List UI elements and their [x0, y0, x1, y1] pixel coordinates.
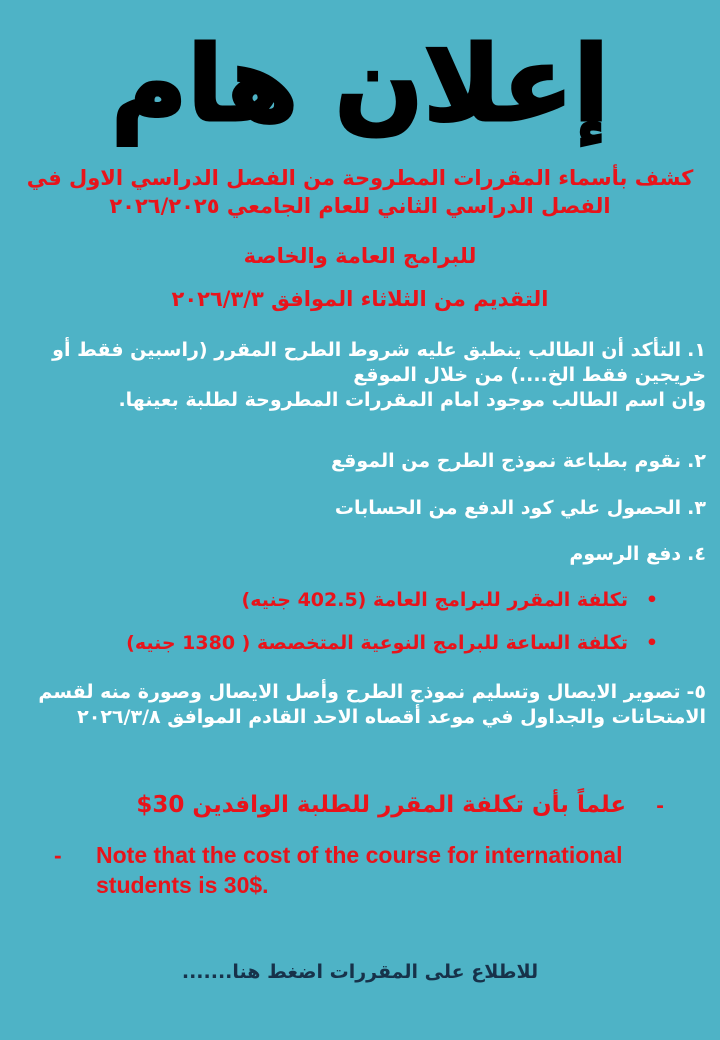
international-fee-note-en: [54, 840, 664, 900]
step-text: الحصول علي كود الدفع من الحسابات: [334, 497, 682, 519]
step-text: تصوير الايصال وتسليم نموذج الطرح وأصل الايصال وصورة منه لقسم الامتحانات والجداول في موعد أقصاه الاحد القادم الموافق ٢٠٢٦/٣/٨: [38, 681, 706, 728]
header-line-2: للبرامج العامة والخاصة: [243, 244, 477, 268]
bullet-icon: •: [645, 632, 658, 654]
dash-marker: -: [54, 842, 62, 868]
step-text: التأكد أن الطالب ينطبق عليه شروط الطرح المقرر (راسبين فقط أو خريجين فقط الخ....) من خلال الموقع: [52, 339, 706, 386]
step-3: [16, 496, 706, 521]
step-number: ٥-: [686, 681, 706, 703]
step-number: ١.: [687, 339, 706, 361]
header-line-3: التقديم من الثلاثاء الموافق ٢٠٢٦/٣/٣: [171, 287, 549, 311]
fee-text: تكلفة المقرر للبرامج العامة (402.5 جنيه): [241, 589, 628, 611]
step-4: [16, 542, 706, 567]
step-number: ٤.: [687, 543, 706, 565]
international-fee-note-ar: [44, 788, 664, 823]
fee-text: تكلفة الساعة للبرامج النوعية المتخصصة ( 1380 جنيه): [126, 632, 628, 654]
page-title: إعلان هام: [110, 23, 609, 145]
view-courses-link[interactable]: للاطلاع على المقررات اضغط هنا.......: [181, 961, 539, 983]
step-number: ٢.: [687, 450, 706, 472]
step-1: [16, 338, 706, 413]
dash-marker: -: [656, 795, 664, 817]
step-text: دفع الرسوم: [569, 543, 682, 565]
bullet-icon: •: [645, 589, 658, 611]
fee-item-specialized: [28, 630, 658, 656]
header-line-1: كشف بأسماء المقررات المطروحة من الفصل الدراسي الاول في الفصل الدراسي الثاني للعام الجامعي ٢٠٢٦/٢٠٢٥: [26, 166, 694, 218]
step-extra-text: وان اسم الطالب موجود امام المقررات المطروحة لطلبة بعينها.: [118, 389, 706, 411]
step-2: [16, 449, 706, 474]
step-5: [16, 680, 706, 730]
step-text: نقوم بطباعة نموذج الطرح من الموقع: [330, 450, 682, 472]
note-ar-text: علماً بأن تكلفة المقرر للطلبة الوافدين 30$: [136, 792, 627, 818]
note-en-text: Note that the cost of the course for international students is 30$.: [96, 842, 623, 898]
step-number: ٣.: [687, 497, 706, 519]
fee-item-general: [28, 587, 658, 613]
